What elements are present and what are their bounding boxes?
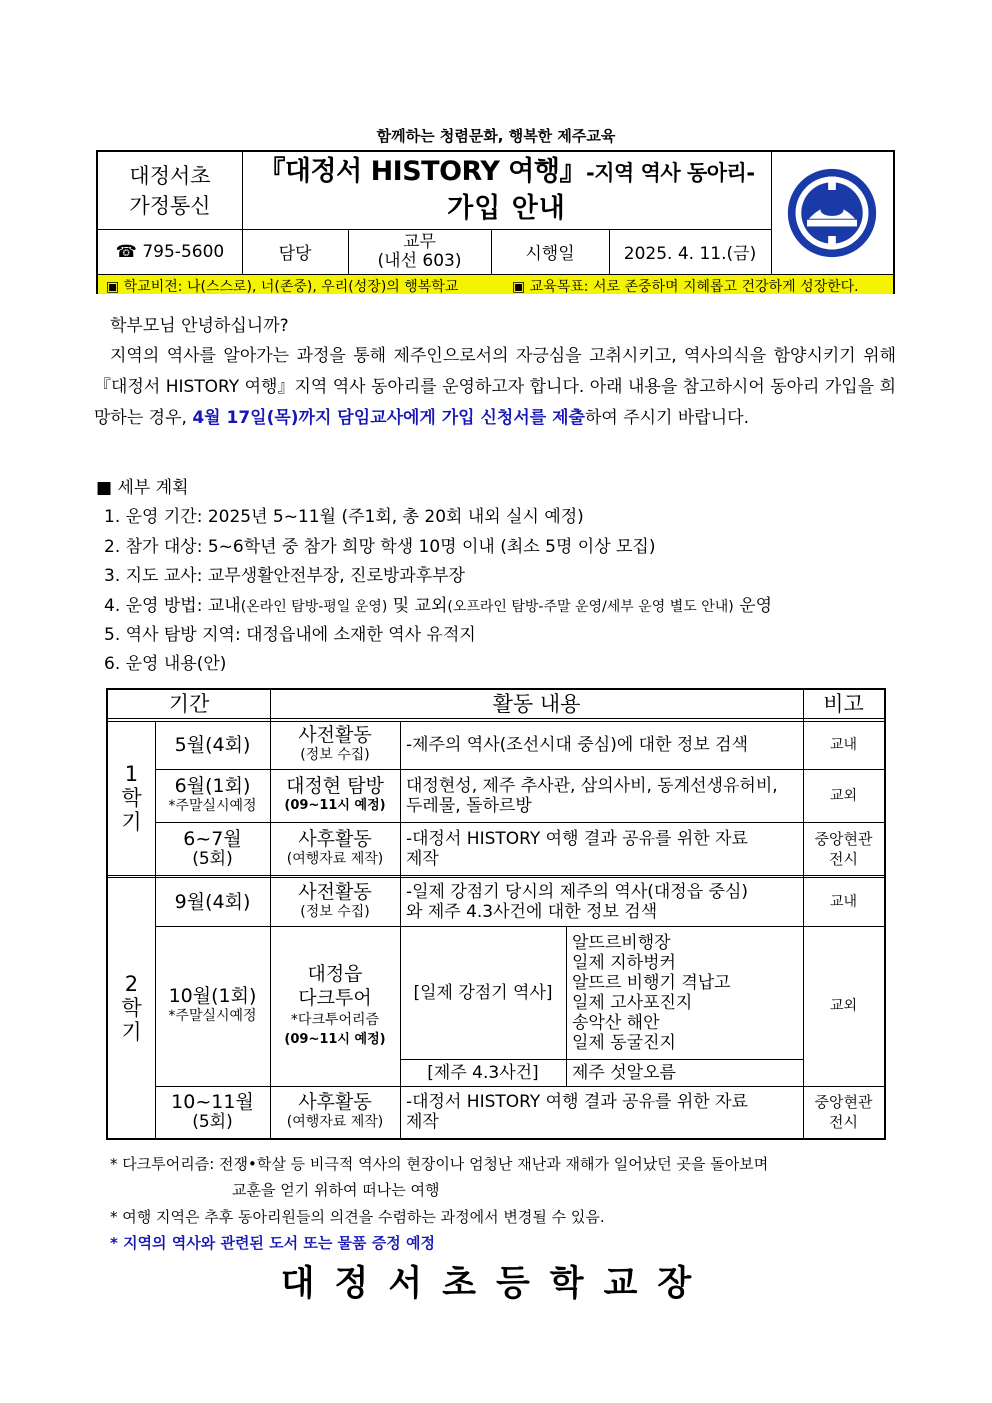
- th-note: 비고: [823, 692, 864, 716]
- r4-note: 교내: [829, 893, 858, 910]
- charge-ext: (내선 603): [377, 250, 462, 271]
- r5-period-main: 10월(1회): [168, 985, 257, 1007]
- r5-sites: [566, 926, 803, 1059]
- note-2: * 여행 지역은 추후 동아리원들의 의견을 수렴하는 과정에서 변경될 수 있음.: [110, 1208, 605, 1226]
- r5-act-3: *다크투어리즘: [290, 1012, 380, 1028]
- r2-period: [155, 769, 270, 822]
- r1-act: 사전활동: [298, 724, 372, 746]
- date-label: 시행일: [525, 244, 575, 264]
- r1-period: 5월(4회): [174, 734, 251, 756]
- r1-activity: [270, 721, 400, 769]
- education-goal: ▣ 교육목표: 서로 존중하며 지혜롭고 건강하게 성장한다.: [512, 279, 859, 295]
- r6-note-1: 중앙현관: [814, 1093, 873, 1111]
- title-main: 『대정서 HISTORY 여행』: [258, 156, 586, 187]
- r5-category-1: [일제 강점기 역사]: [413, 982, 553, 1003]
- schedule-table: [106, 688, 886, 1140]
- r3-activity: [270, 822, 400, 875]
- r6-period-sub: (5회): [192, 1112, 233, 1132]
- r5-period: [155, 926, 270, 1086]
- r6-period: [155, 1086, 270, 1138]
- r4-content-2: 와 제주 4.3사건에 대한 정보 검색: [406, 901, 658, 922]
- th-period: 기간: [168, 692, 210, 716]
- title-sub: -지역 역사 동아리-: [585, 161, 755, 185]
- note-1a: * 다크투어리즘: 전쟁•학살 등 비극적 역사의 현장이나 엄청난 재난과 재해가 일어났던 곳을 돌아보며: [110, 1155, 769, 1173]
- r6-act: 사후활동: [298, 1091, 372, 1113]
- r6-note-2: 전시: [829, 1113, 858, 1131]
- r3-content-2: 제작: [406, 848, 439, 869]
- r3-act-sub: (여행자료 제작): [286, 850, 384, 867]
- plan-item-2: 2. 참가 대상: 5~6학년 중 참가 희망 학생 10명 이내 (최소 5명 이상 모집): [104, 537, 656, 557]
- school-line-2: 가정통신: [129, 193, 211, 218]
- r5-category-2: [제주 4.3사건]: [427, 1062, 539, 1083]
- r2-content: [400, 769, 803, 822]
- title-line-2: 가입 안내: [447, 193, 566, 224]
- r6-activity: [270, 1086, 400, 1138]
- charge-dept-name: 교무: [403, 231, 436, 252]
- school-vision: ▣ 학교비전: 나(스스로), 너(존중), 우리(성장)의 행복학교: [106, 279, 459, 295]
- item4-c: 및 교외: [387, 596, 448, 616]
- r5-site-2: 제주 섯알오름: [572, 1062, 676, 1083]
- school-name: [98, 152, 242, 229]
- r5-site: 알뜨르비행장: [572, 932, 671, 953]
- date-value: 2025. 4. 11.(금): [623, 244, 757, 264]
- item4-d: (오프라인 탐방-주말 운영/세부 운영 별도 안내): [447, 599, 734, 615]
- plan-item-6: 6. 운영 내용(안): [104, 654, 227, 674]
- r5-site: 송악산 해안: [572, 1012, 660, 1033]
- plan-item-1: 1. 운영 기간: 2025년 5~11월 (주1회, 총 20회 내외 실시 예정): [104, 507, 584, 527]
- para-end: 하여 주시기 바랍니다.: [584, 408, 749, 428]
- note-3: * 지역의 역사와 관련된 도서 또는 물품 증정 예정: [110, 1234, 435, 1252]
- vision-bar: [98, 274, 893, 294]
- charge-label: 담당: [278, 244, 312, 264]
- r1-content: -제주의 역사(조선시대 중심)에 대한 정보 검색: [406, 735, 749, 755]
- r4-content-1: -일제 강점기 당시의 제주의 역사(대정읍 중심): [406, 881, 749, 902]
- r3-content: [400, 822, 803, 875]
- note-1b: 교훈을 얻기 위하여 떠나는 여행: [232, 1181, 440, 1199]
- page-title: [242, 152, 771, 229]
- r5-site: 알뜨르 비행기 격납고: [572, 972, 731, 993]
- item4-e: 운영: [733, 596, 772, 616]
- r5-note: 교외: [829, 998, 858, 1014]
- r3-period-main: 6~7월: [183, 827, 242, 850]
- r4-act: 사전활동: [298, 880, 372, 903]
- r3-period: [155, 822, 270, 875]
- r5-site: 일제 동굴진지: [572, 1032, 676, 1053]
- r4-act-sub: (정보 수집): [300, 903, 370, 920]
- r1-act-sub: (정보 수집): [300, 747, 370, 763]
- header-box: [96, 150, 895, 294]
- logo-emblem-icon: [784, 165, 880, 261]
- slogan: 함께하는 청렴문화, 행복한 제주교육: [376, 127, 616, 145]
- item4-a: 4. 운영 방법: 교내: [104, 596, 241, 616]
- r6-content-2: 제작: [406, 1112, 439, 1132]
- r4-activity: [270, 877, 400, 926]
- r3-note-2: 전시: [829, 849, 858, 868]
- para-start: 지역의 역사를 알아가는 과정을 통해 제주인으로서의 자긍심을 고취시키고, 역사의식을 함양시키기 위해『대정서 HISTORY 여행』지역 역사 동아리를 운영하고자 합니다. 아래 내용을 참고하시어 동아리 가입을 희망하는 경우,: [94, 346, 896, 428]
- r5-site: 일제 지하벙커: [572, 952, 676, 973]
- r3-note-1: 중앙현관: [814, 829, 873, 848]
- r1-note: 교내: [829, 737, 858, 753]
- r3-note: [803, 822, 884, 875]
- phone: ☎ 795-5600: [115, 241, 225, 262]
- r5-act-1: 대정읍: [307, 963, 363, 985]
- plan-item-3: 3. 지도 교사: 교무생활안전부장, 진로방과후부장: [104, 566, 465, 586]
- r5-activity: [270, 926, 400, 1086]
- r2-period-main: 6월(1회): [174, 774, 251, 797]
- r4-content: [400, 877, 803, 926]
- greeting: 학부모님 안녕하십니까?: [110, 316, 289, 336]
- th-activity: 활동 내용: [492, 692, 581, 716]
- r3-period-sub: (5회): [192, 848, 233, 869]
- r6-content-1: -대정서 HISTORY 여행 결과 공유를 위한 자료: [406, 1092, 748, 1112]
- r6-act-sub: (여행자료 제작): [286, 1114, 384, 1130]
- r5-act-2: 다크투어: [298, 987, 372, 1009]
- plan-heading: ■ 세부 계획: [96, 478, 189, 498]
- r2-act-sub: (09~11시 예정): [284, 797, 386, 813]
- r3-content-1: -대정서 HISTORY 여행 결과 공유를 위한 자료: [406, 828, 748, 849]
- r2-note: 교외: [829, 787, 858, 804]
- r3-act: 사후활동: [298, 827, 372, 850]
- r5-act-4: (09~11시 예정): [284, 1032, 386, 1047]
- plan-item-4: [104, 592, 772, 623]
- r2-period-sub: *주말실시예정: [168, 797, 257, 814]
- r2-act: 대정현 탐방: [286, 774, 384, 797]
- charge-dept: [348, 229, 491, 274]
- r2-content-1: 대정현성, 제주 추사관, 삼의사비, 동계선생유허비,: [406, 775, 778, 796]
- deadline-highlight: 4월 17일(목)까지 담임교사에게 가입 신청서를 제출: [192, 408, 585, 428]
- r5-period-sub: *주말실시예정: [168, 1008, 257, 1024]
- r5-site: 일제 고사포진지: [572, 992, 693, 1013]
- principal-signature: 대정서초등학교장: [280, 1264, 712, 1304]
- r6-note: [803, 1086, 884, 1138]
- letter-paragraph: [94, 341, 896, 434]
- plan-item-5: 5. 역사 탐방 지역: 대정읍내에 소재한 역사 유적지: [104, 625, 476, 645]
- r6-content: [400, 1086, 803, 1138]
- item4-b: (온라인 탐방-평일 운영): [240, 599, 388, 615]
- school-logo: [771, 152, 893, 274]
- r6-period-main: 10~11월: [171, 1091, 254, 1113]
- r2-content-2: 두레물, 돌하르방: [406, 795, 532, 816]
- r4-period: 9월(4회): [174, 890, 251, 913]
- school-line-1: 대정서초: [129, 163, 211, 188]
- r2-activity: [270, 769, 400, 822]
- semester-1: 1 학 기: [121, 762, 142, 834]
- semester-2: 2 학 기: [121, 971, 142, 1044]
